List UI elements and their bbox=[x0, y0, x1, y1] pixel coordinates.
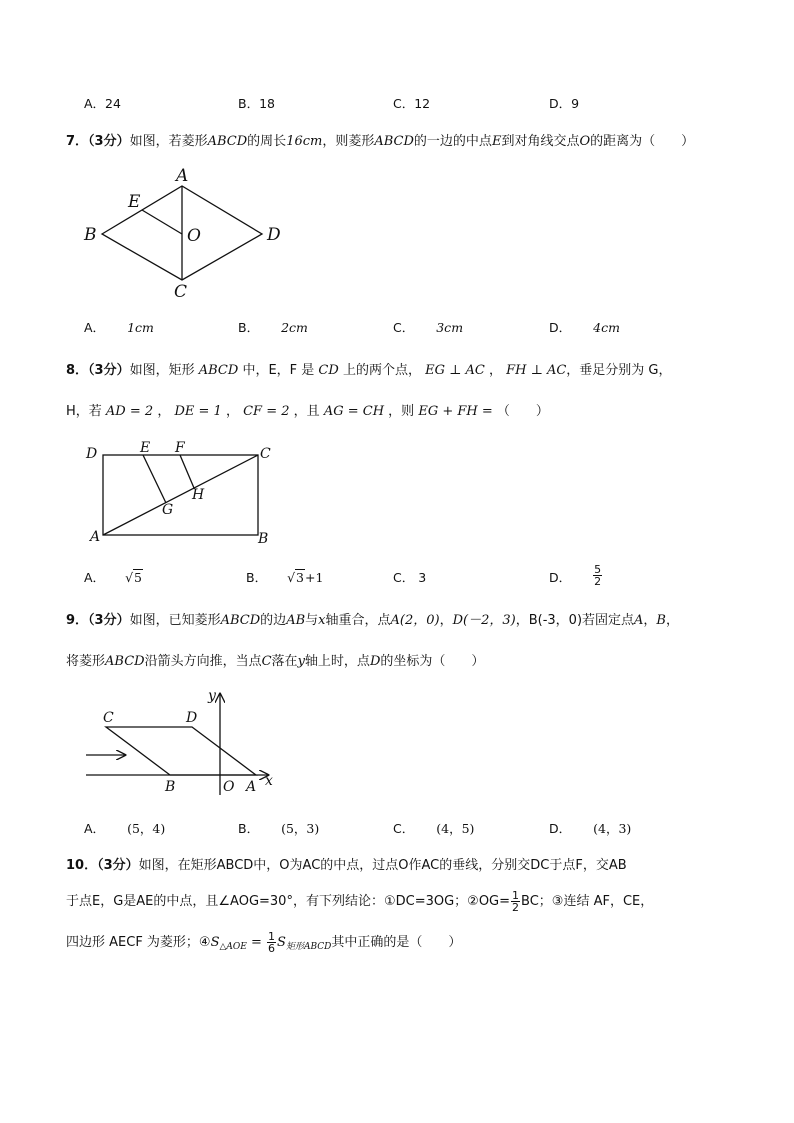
label-d: D bbox=[267, 225, 281, 245]
q8-text: 如图，矩形 bbox=[129, 363, 195, 378]
q9-text: 的坐标为（ ） bbox=[380, 654, 485, 669]
option-letter: A． bbox=[84, 821, 106, 836]
label-c: C bbox=[260, 446, 271, 462]
label-y: y bbox=[208, 688, 216, 704]
q7-math: 16cm bbox=[286, 134, 323, 149]
label-x: x bbox=[265, 773, 273, 789]
q8-math: DE = 1 bbox=[174, 404, 222, 419]
q9-math: A bbox=[634, 613, 644, 628]
q9-text: ，B(-3，0)若固定点 bbox=[515, 613, 635, 628]
q7-number: 7．（3分） bbox=[66, 134, 130, 149]
option-letter: B． bbox=[246, 570, 268, 585]
q10-text: 四边形 AECF 为菱形；④ bbox=[66, 935, 211, 950]
label-d: D bbox=[86, 446, 98, 462]
subscript: 矩形ABCD bbox=[285, 942, 332, 952]
label-f: F bbox=[175, 440, 185, 456]
q9-number: 9．（3分） bbox=[66, 613, 130, 628]
q7-math: ABCD bbox=[374, 134, 414, 149]
q9-math: C bbox=[261, 654, 272, 669]
q9-math: A(2，0) bbox=[390, 613, 440, 628]
q6-option-d: D．9 bbox=[549, 96, 580, 111]
option-letter: C． bbox=[393, 570, 415, 585]
q9-math: D(－2，3) bbox=[452, 613, 516, 628]
q10-text: 于点E，G是AE的中点，且∠AOG=30°，有下列结论：①DC=3OG；②OG= bbox=[66, 894, 511, 909]
q9-math: AB bbox=[286, 613, 306, 628]
option-value: (4，5) bbox=[436, 821, 475, 836]
option-letter: C． bbox=[393, 821, 415, 836]
sqrt-value: √3 bbox=[287, 570, 304, 585]
option-value: (5，3) bbox=[281, 821, 320, 836]
option-letter: A． bbox=[84, 570, 106, 585]
q8-text: ， bbox=[488, 363, 502, 378]
q9-text: 将菱形 bbox=[66, 654, 106, 669]
label-o: O bbox=[187, 226, 201, 246]
subscript: △AOE bbox=[219, 942, 247, 952]
label-b: B bbox=[258, 531, 269, 547]
q7-text: 的周长 bbox=[247, 134, 287, 149]
q9-math: y bbox=[297, 654, 305, 669]
option-letter: B． bbox=[238, 821, 260, 836]
option-value: 3cm bbox=[436, 320, 464, 335]
q8-text: 上的两个点， bbox=[342, 363, 421, 378]
q6-option-c: C．12 bbox=[393, 96, 431, 111]
option-value: (5，4) bbox=[127, 821, 166, 836]
denominator: 2 bbox=[512, 901, 520, 914]
denominator: 6 bbox=[268, 942, 276, 955]
radicand: 5 bbox=[134, 570, 142, 585]
q9-text: ， bbox=[439, 613, 453, 628]
numerator: 5 bbox=[594, 563, 602, 576]
q9-text: 如图，已知菱形 bbox=[129, 613, 221, 628]
q9-math: B bbox=[656, 613, 666, 628]
q8-math: CD bbox=[318, 363, 339, 378]
label-e: E bbox=[140, 440, 151, 456]
option-letter: D． bbox=[549, 821, 572, 836]
q8-text: （ ） bbox=[496, 404, 549, 419]
q8-text: ， bbox=[157, 404, 171, 419]
fraction-half bbox=[511, 890, 520, 913]
q7-math: E bbox=[491, 134, 502, 149]
q8-text: H，若 bbox=[66, 404, 102, 419]
label-c: C bbox=[103, 710, 114, 726]
label-a: A bbox=[90, 529, 101, 545]
q8-math: EG + FH = bbox=[418, 404, 493, 419]
option-value: 4cm bbox=[593, 320, 620, 335]
q8-math: ABCD bbox=[198, 363, 239, 378]
q10-math: = bbox=[246, 935, 267, 950]
q9-option-c bbox=[393, 819, 474, 837]
q8-text: ，且 bbox=[293, 404, 320, 419]
q8-text: ，垂足分别为 G， bbox=[566, 363, 672, 378]
q9-option-a bbox=[84, 819, 165, 837]
q10-math: S bbox=[277, 935, 286, 950]
q9-text: 落在 bbox=[271, 654, 298, 669]
numerator: 1 bbox=[268, 930, 276, 943]
q9-text: 沿箭头方向推，当点 bbox=[144, 654, 262, 669]
radicand: 3 bbox=[296, 570, 304, 585]
q9-text: 与 bbox=[305, 613, 319, 628]
q8-math: FH ⊥ AC bbox=[506, 363, 567, 378]
q10-stem-line2 bbox=[66, 890, 653, 913]
q7-text: ，则菱形 bbox=[322, 134, 375, 149]
option-value: 1cm bbox=[127, 320, 154, 335]
label-d: D bbox=[186, 710, 198, 726]
label-c: C bbox=[174, 282, 188, 302]
numerator: 1 bbox=[512, 889, 520, 902]
q10-stem-line3 bbox=[66, 931, 461, 954]
label-b: B bbox=[165, 779, 176, 795]
q6-option-a: A．24 bbox=[84, 96, 121, 111]
option-letter: A． bbox=[84, 320, 106, 335]
q10-math: S bbox=[210, 935, 220, 950]
denominator: 2 bbox=[594, 575, 602, 588]
option-letter: D． bbox=[549, 570, 572, 585]
option-value: (4，3) bbox=[593, 821, 632, 836]
option-value: +1 bbox=[305, 570, 324, 585]
q7-text: 的一边的中点 bbox=[413, 134, 492, 149]
q8-math: AD = 2 bbox=[105, 404, 154, 419]
q10-number: 10．（3分） bbox=[66, 858, 139, 873]
label-e: E bbox=[128, 192, 141, 212]
q8-text: ， bbox=[225, 404, 239, 419]
option-letter: C． bbox=[393, 320, 415, 335]
q9-math: D bbox=[369, 654, 381, 669]
option-letter: D． bbox=[549, 320, 572, 335]
q7-text: 的距离为（ ） bbox=[590, 134, 695, 149]
q7-text: 如图，若菱形 bbox=[129, 134, 208, 149]
option-letter: B． bbox=[238, 320, 260, 335]
sqrt-value: √5 bbox=[125, 570, 142, 585]
label-a: A bbox=[246, 779, 257, 795]
q8-text: ，则 bbox=[388, 404, 415, 419]
q9-option-b bbox=[238, 819, 319, 837]
q10-stem-line1 bbox=[66, 854, 627, 873]
q9-text: 的边 bbox=[260, 613, 287, 628]
label-g: G bbox=[162, 502, 174, 518]
q7-math: O bbox=[579, 134, 591, 149]
q9-math: x bbox=[318, 613, 326, 628]
q8-math: CF = 2 bbox=[243, 404, 290, 419]
q9-text: ， bbox=[643, 613, 657, 628]
q10-text: 如图，在矩形ABCD中，O为AC的中点，过点O作AC的垂线，分别交DC于点F，交AB bbox=[138, 858, 627, 873]
q7-text: 到对角线交点 bbox=[501, 134, 580, 149]
q8-math: AG = CH bbox=[323, 404, 385, 419]
q8-math: EG ⊥ AC bbox=[425, 363, 485, 378]
label-o: O bbox=[223, 779, 235, 795]
option-value: 2cm bbox=[281, 320, 308, 335]
q10-text: BC；③连结 AF，CE， bbox=[521, 894, 654, 909]
q8-number: 8．（3分） bbox=[66, 363, 130, 378]
q9-text: ， bbox=[665, 613, 679, 628]
fraction-sixth bbox=[267, 931, 276, 954]
label-a: A bbox=[176, 166, 189, 186]
option-value: 3 bbox=[418, 570, 427, 585]
q9-text: 轴重合，点 bbox=[325, 613, 391, 628]
q9-option-d bbox=[549, 819, 631, 837]
q8-text: 中，E，F 是 bbox=[242, 363, 315, 378]
label-b: B bbox=[84, 225, 97, 245]
rhombus-abcd bbox=[106, 727, 256, 775]
q9-text: 轴上时，点 bbox=[304, 654, 370, 669]
q10-text: 其中正确的是（ ） bbox=[331, 935, 462, 950]
q9-math: ABCD bbox=[105, 654, 145, 669]
q7-math: ABCD bbox=[207, 134, 248, 149]
label-h: H bbox=[192, 487, 205, 503]
q9-math: ABCD bbox=[220, 613, 261, 628]
q6-option-b: B．18 bbox=[238, 96, 275, 111]
